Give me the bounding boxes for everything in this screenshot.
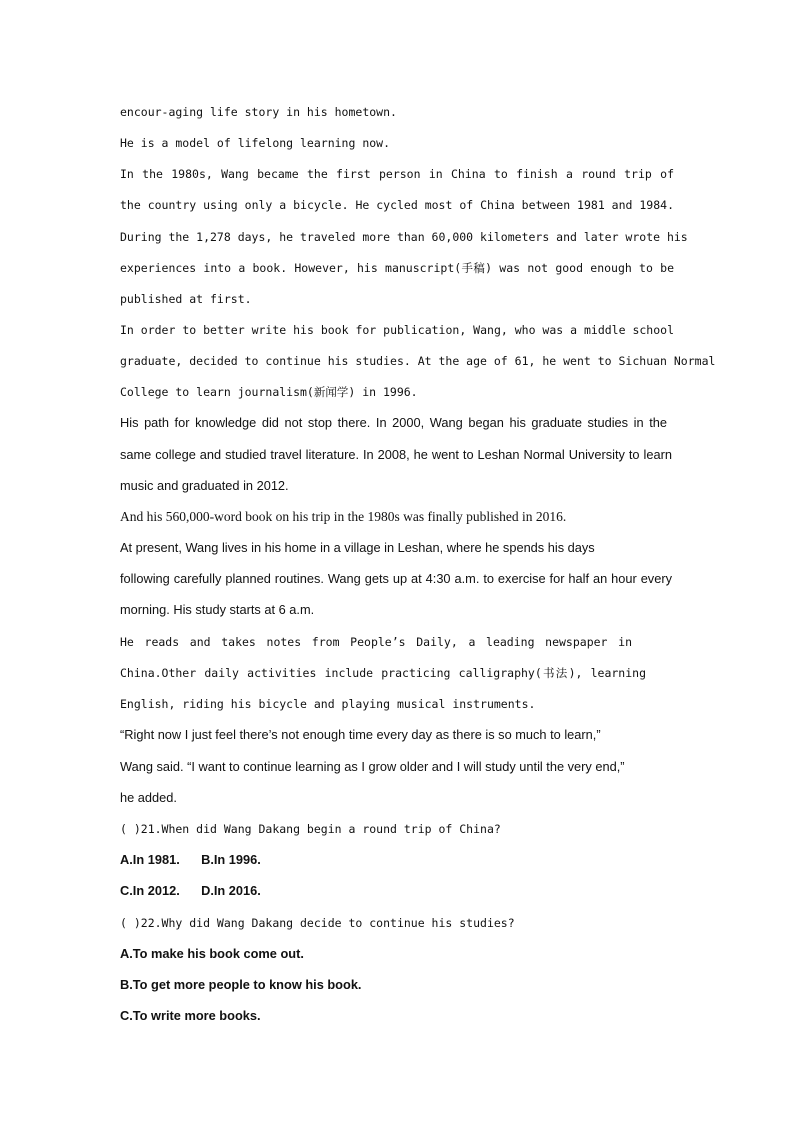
passage-line: In the 1980s, Wang became the first person in China to finish a round trip of: [120, 167, 674, 181]
passage-line: In order to better write his book for publication, Wang, who was a middle school: [120, 323, 674, 337]
passage-line: “Right now I just feel there’s not enough time every day as there is so much to learn,”: [120, 727, 601, 742]
passage-line: He reads and takes notes from People’s Daily, a leading newspaper in: [120, 635, 632, 649]
question-21-options-ab: A.In 1981. B.In 1996.: [120, 852, 261, 867]
passage-line: same college and studied travel literature. In 2008, he went to Leshan Normal University to learn: [120, 447, 672, 462]
passage-line: experiences into a book. However, his manuscript(手稿) was not good enough to be: [120, 261, 674, 275]
passage-line: China.Other daily activities include practicing calligraphy(书法), learning: [120, 666, 646, 680]
passage-line: music and graduated in 2012.: [120, 478, 289, 493]
passage-line: following carefully planned routines. Wang gets up at 4:30 a.m. to exercise for half an hour every: [120, 571, 672, 586]
question-22-option-a: A.To make his book come out.: [120, 946, 304, 961]
passage-line: morning. His study starts at 6 a.m.: [120, 602, 315, 617]
passage-line: At present, Wang lives in his home in a village in Leshan, where he spends his days: [120, 540, 595, 555]
passage-line: During the 1,278 days, he traveled more than 60,000 kilometers and later wrote his: [120, 230, 688, 244]
passage-line: published at first.: [120, 292, 252, 306]
passage-line: the country using only a bicycle. He cycled most of China between 1981 and 1984.: [120, 198, 674, 212]
passage-line: English, riding his bicycle and playing musical instruments.: [120, 697, 536, 711]
question-22-option-c: C.To write more books.: [120, 1008, 261, 1023]
passage-line: Wang said. “I want to continue learning as I grow older and I will study until the very end,”: [120, 759, 625, 774]
question-21-stem: ( )21.When did Wang Dakang begin a round trip of China?: [120, 822, 501, 836]
passage-line: he added.: [120, 790, 177, 805]
passage-line: He is a model of lifelong learning now.: [120, 136, 391, 150]
passage-line: And his 560,000-word book on his trip in the 1980s was finally published in 2016.: [120, 509, 567, 524]
question-22-stem: ( )22.Why did Wang Dakang decide to continue his studies?: [120, 916, 515, 930]
passage-line: encour-aging life story in his hometown.: [120, 105, 397, 119]
passage-line: His path for knowledge did not stop there. In 2000, Wang began his graduate studies in the: [120, 415, 667, 430]
passage-line: graduate, decided to continue his studies. At the age of 61, he went to Sichuan Normal: [120, 354, 716, 368]
question-21-options-cd: C.In 2012. D.In 2016.: [120, 883, 261, 898]
passage-line: College to learn journalism(新闻学) in 1996.: [120, 385, 418, 399]
question-22-option-b: B.To get more people to know his book.: [120, 977, 362, 992]
